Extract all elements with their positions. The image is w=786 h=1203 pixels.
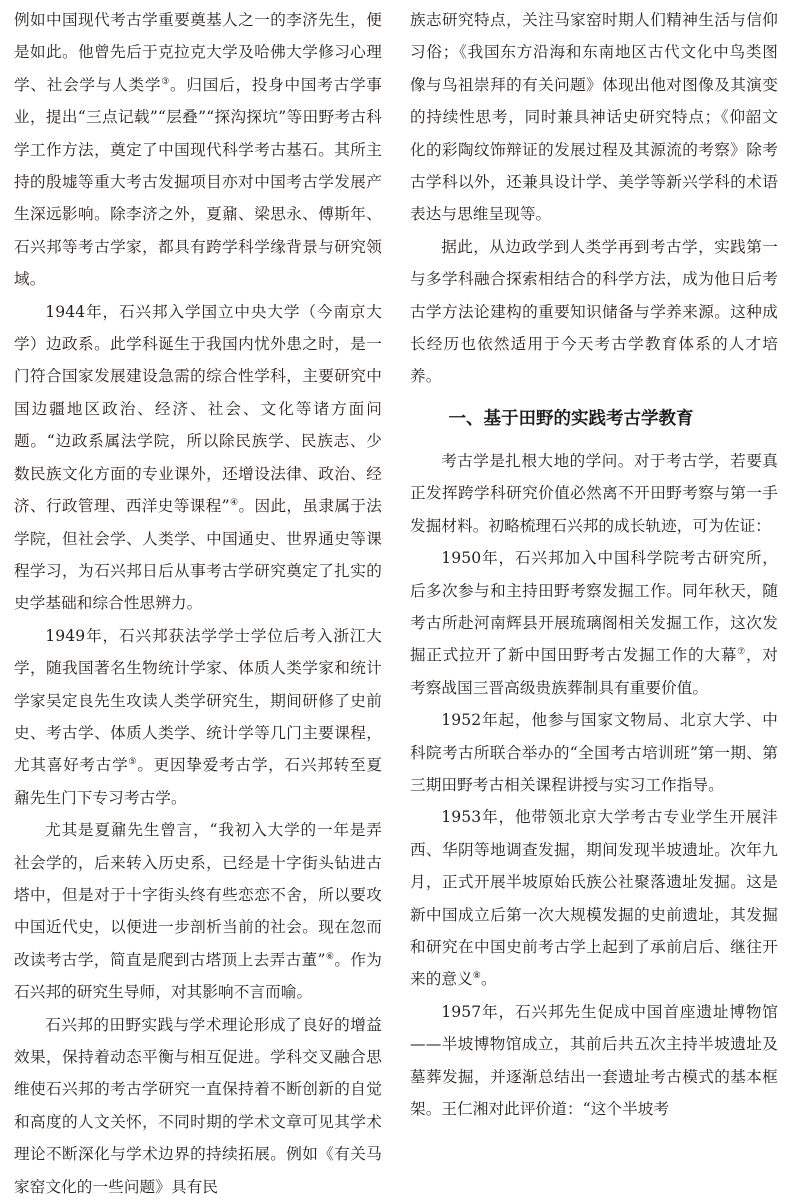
paragraph-text: 。更因挚爱考古学，石兴邦转至夏鼐先生门下专习考古学。 — [14, 756, 383, 807]
paragraph-text: 。作为石兴邦的研究生导师，对其影响不言而喻。 — [14, 950, 382, 1002]
right-paragraph — [410, 445, 778, 542]
footnote-marker: ⑥ — [325, 951, 335, 962]
left-paragraph — [14, 1009, 382, 1203]
footnote-marker: ⑦ — [737, 647, 746, 658]
paragraph-text: 。归国后，投身中国考古学事业，提出“三点记载”“层叠”“探沟探坑”等田野考古科学工作方法，奠定了中国现代科学考古基石。其所主持的殷墟等重大考古发掘项目亦对中国考古学发展产生深远影响。除李济之外，夏鼐、梁思永、傅斯年、石兴邦等考古学家，都具有跨学科学缘背景与研究领域。 — [14, 75, 383, 289]
paragraph-text: 1944年，石兴邦入学国立中央大学（今南京大学）边政系。此学科诞生于我国内忧外患之时，是一门符合国家发展建设急需的综合性学科，主要研究中国边疆地区政治、经济、社会、文化等诸方面问题。“边政系属法学院，所以除民族学、民族志、少数民族文化方面的专业课外，还增设法律、政治、经济、行政管理、西洋史等课程” — [14, 302, 382, 516]
paragraph-text: 考古学是扎根大地的学问。对于考古学，若要真正发挥跨学科研究价值必然离不开田野考察与第一手发掘材料。初略梳理石兴邦的成长轨迹，可为佐证： — [410, 451, 778, 535]
paragraph-text: 1953年，他带领北京大学考古专业学生开展沣西、华阴等地调查发掘，期间发现半坡遗址。次年九月，正式开展半坡原始氏族公社聚落遗址发掘。这是新中国成立后第一次大规模发掘的史前遗址，其发掘和研究在中国史前考古学上起到了承前启后、继往开来的意义 — [410, 808, 778, 989]
right-paragraph — [410, 231, 778, 393]
right-paragraph — [410, 801, 778, 995]
left-column — [14, 4, 382, 1203]
footnote-marker: ④ — [229, 497, 239, 508]
paragraph-text: 族志研究特点，关注马家窑时期人们精神生活与信仰习俗；《我国东方沿海和东南地区古代文化中鸟类图像与鸟祖崇拜的有关问题》体现出他对图像及其演变的持续性思考，同时兼具神话史研究特点；《仰韶文化的彩陶纹饰辩证的发展过程及其源流的考察》除考古学科以外，还兼具设计学、美学等新兴学科的术语表达与思维呈现等。 — [410, 11, 778, 224]
footnote-marker: ⑤ — [128, 757, 138, 768]
left-paragraph — [14, 620, 382, 814]
paragraph-text: 。 — [480, 970, 497, 989]
paragraph-text: 。因此，虽隶属于法学院，但社会学、人类学、中国通史、世界通史等课程学习，为石兴邦日后从事考古学研究奠定了扎实的史学基础和综合性思辨力。 — [14, 497, 382, 613]
paragraph-text: 1949年，石兴邦获法学学士学位后考入浙江大学，随我国著名生物统计学家、体质人类学家和统计学家吴定良先生攻读人类学研究生，期间研修了史前史、考古学、体质人类学、统计学等几门主要课程，尤其喜好考古学 — [14, 626, 382, 775]
paragraph-text: 1952年起，他参与国家文物局、北京大学、中科院考古所联合举办的“全国考古培训班”第一期、第三期田野考古相关课程讲授与实习工作指导。 — [410, 711, 778, 794]
left-paragraph — [14, 4, 382, 296]
paragraph-text: 石兴邦的田野实践与学术理论形成了良好的增益效果，保持着动态平衡与相互促进。学科交叉融合思维使石兴邦的考古学研究一直保持着不断创新的自觉和高度的人文关怀，不同时期的学术文章可见其学术理论不断深化与学术边界的持续拓展。例如《有关马家窑文化的一些问题》具有民 — [14, 1015, 382, 1196]
paragraph-text: 1957年，石兴邦先生促成中国首座遗址博物馆——半坡博物馆成立，其前后共五次主持半坡遗址及墓葬发掘，并逐渐总结出一套遗址考古模式的基本框架。王仁湘对此评价道：“这个半坡考 — [410, 1002, 778, 1118]
paragraph-text: 据此，从边政学到人类学再到考古学，实践第一与多学科融合探索相结合的科学方法，成为他日后考古学方法论建构的重要知识储备与学养来源。这种成长经历也依然适用于今天考古学教育体系的人才培养。 — [410, 237, 778, 386]
section-heading: 一、基于田野的实践考古学教育 — [448, 408, 694, 429]
paragraph-text: 1950年，石兴邦加入中国科学院考古研究所，后多次参与和主持田野考察发掘工作。同年秋天，随考古所赴河南辉县开展琉璃阁相关发掘工作，这次发掘正式拉开了新中国田野考古发掘工作的大幕 — [410, 549, 778, 665]
right-paragraph — [410, 542, 778, 704]
left-paragraph — [14, 814, 382, 1008]
right-column — [410, 4, 778, 1125]
footnote-marker: ⑧ — [472, 971, 481, 982]
right-paragraph — [410, 704, 778, 801]
right-paragraph — [410, 996, 778, 1126]
left-paragraph — [14, 296, 382, 620]
right-paragraph — [410, 4, 778, 231]
paragraph-text: 尤其是夏鼐先生曾言，“我初入大学的一年是弄社会学的，后来转入历史系，已经是十字街头钻进古塔中，但是对于十字街头终有些恋恋不舍，所以要攻中国近代史，以便进一步剖析当前的社会。现在忽而改读考古学，简直是爬到古塔顶上去弄古董” — [14, 821, 382, 969]
paragraph-text: ，对考察战国三晋高级贵族葬制具有重要价值。 — [410, 646, 779, 697]
footnote-marker: ③ — [161, 76, 171, 87]
paragraph-text: 例如中国现代考古学重要奠基人之一的李济先生，便是如此。他曾先后于克拉克大学及哈佛大学修习心理学、社会学与人类学 — [14, 11, 382, 94]
